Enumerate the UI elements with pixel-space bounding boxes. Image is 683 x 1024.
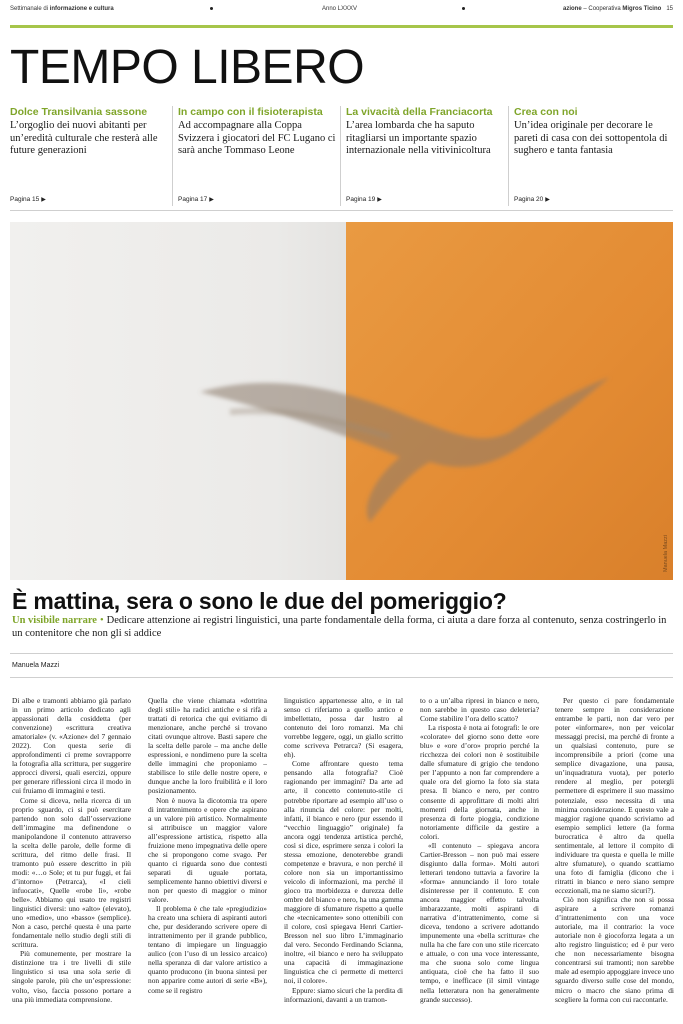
paragraph: linguistico appartenesse alto, e in tal senso ci riferiamo a quello antico e imbellettato, possa dar lustro al contenuto dei loro romanzi. Ma chi vorrebbe leggere, oggi, un giallo scritto come scriveva Petrarca? (Si esagera, eh). [284,696,403,760]
header-dot [210,7,213,10]
paragraph: Più comunemente, per mostrare la distinzione tra i tre livelli di stile linguistico si usa una sola serie di singole parole, più che un’espressione: volto, viso, faccia possono portare a una più immediata comprensione. [12,949,131,1004]
bullet-icon: • [99,615,104,626]
triangle-right-icon: ▶ [377,197,382,203]
paragraph: Per questo ci pare fondamentale tenere sempre in considerazione entrambe le parti, non dar vero per poter «informare», non per veicolar messaggi precisi, ma perché di fronte a un qualsiasi contenuto, pure se incomprensibile a priori (come una semplice divagazione, una pausa, un’inquadratura vuota), per poterlo rendere al meglio, per potergli permettere di esprimere il suo massimo potenziale, esso necessita di una minima considerazione. E questo vale a maggior ragione quando scriviamo ad esempio semplici lettere (la forma burocratica è altro da quella sentimentale, al lettore il compito di individuare tra questa e quella le mille altre sfumature), o quando scattiamo una foto di famiglia (dicono che i ritratti in bianco e nero siano sempre eccezionali, ma ne siamo sicuri?). [555,696,674,895]
running-header [10,6,673,22]
teaser-text: L’area lombarda che ha saputo ritagliarsi un importante spazio internazionale nella vitivinicoltura [346,120,491,156]
article-column [284,696,403,1022]
issue-year: Anno LXXXV [322,6,358,12]
article-headline: È mattina, sera o sono le due del pomeriggio? [12,588,507,614]
publication-tagline: Settimanale di informazione e cultura [10,6,114,12]
paragraph: La risposta è nota ai fotografi: le ore «colorate» del giorno sono dette «ore blu» e «ore d’oro» proprio perché la ricchezza dei colori non è sostituibile dalle sfumature di grigio che tendono per l’appunto a non far comprendere a quale ora del giorno la foto sia stata presa. Il bianco e nero, per contro consente di approfittare di molti altri momenti della giornata, anche in presenza di forte pioggia, condizione notoriamente difficile da gestire a colori. [420,723,539,841]
teaser[interactable] [10,106,168,204]
header-rule [10,25,673,28]
teaser-text: L’orgoglio dei nuovi abitanti per un’eredità culturale che resterà alle future generazioni [10,120,158,156]
section-title: TEMPO LIBERO [10,41,365,94]
article-body [12,696,674,1022]
article-column [555,696,674,1022]
column-divider [340,106,341,206]
teaser-text: Un’idea originale per decorare le pareti di casa con dei sottopentola di sughero e tanta fantasia [514,120,668,156]
teaser-bottom-rule [10,210,673,211]
teaser-page-link[interactable]: Pagina 17 ▶ [178,196,214,203]
author-byline: Manuela Mazzi [12,662,60,669]
article-kicker: Un visibile narrare [12,615,97,626]
byline-rule [10,653,673,654]
teaser[interactable] [178,106,336,204]
column-divider [508,106,509,206]
triangle-right-icon: ▶ [209,197,214,203]
byline-rule [10,677,673,678]
subhead-text: Dedicare attenzione ai registri linguistici, una parte fondamentale della forma, ci aiuta a dare forza al contenuto, senza costringerlo in un contenitore che non gli si addice [12,615,667,639]
paragraph: Di albe e tramonti abbiamo già parlato in un primo articolo dedicato agli appassionati della cosiddetta (per convenzione) «scrittura creativa amatoriale» (v. «Azione» del 7 gennaio 2022). Con questa serie di approfondimenti ci preme sovrapporre la fotografia alla scrittura, per suggerire approcci diversi, quali esercizi, oppure per generare riflessioni circa il modo in cui fruiamo di immagini e testi. [12,696,131,796]
publisher: azione – Cooperativa Migros Ticino 15 [563,6,673,12]
teaser-page-link[interactable]: Pagina 19 ▶ [346,196,382,203]
article-column [420,696,539,1022]
paragraph: Come si diceva, nella ricerca di un proprio sguardo, ci si può esercitare partendo non solo dall’osservazione dell’immagine ma definendone o manipolandone il contenuto attraverso la scelta delle parole, delle forme di scrittura, del ritmo delle frasi. Il tramonto può essere descritto in più modi: «…o Sole; et tu pur fuggi, et fai d’intorno» (Petrarca), «I cieli infuocati», Quelle «robe lì», «robe belle». Abbiamo qui usato tre registri linguistici diversi: uno «alto» (elevato), uno «medio», uno «basso» (semplice). Non a caso, perché questa è una parte fondamentale nello studio degli stili di scrittura. [12,795,131,950]
paragraph: Come affrontare questo tema pensando alla fotografia? Cioè ragionando per immagini? Da arte ad arte, il concetto contenuto-stile ci potrebbe riportare ad esempio all’uso o alla rinuncia del colore: per molti, infatti, il bianco e nero (pur essendo il “vecchio linguaggio” originale) fa ancora oggi tendenza artistica perché, così si dice, esprimere senza i colori la stessa emozione, denoterebbe grandi competenze e bravura, e non perché il colore non sia un importantissimo veicolo di informazioni, ma perché il gioco tra morbidezza e durezza delle ombre del bianco e nero, ha una gamma maggiore di sfumature rispetto a quelle che «tecnicamente» sono ottenibili con il colore, così spiegava Henri Cartier-Bresson nel suo libro L’immaginario dal vero. Secondo Ferdinando Scianna, inoltre, «il bianco e nero ha sviluppato una capacità di immaginazione linguistica che ci permette di metterci noi, il colore». [284,759,403,986]
teaser-text: Ad accompagnare alla Coppa Svizzera i giocatori del FC Lugano ci sarà anche Tommaso Leone [178,120,336,156]
triangle-right-icon: ▶ [41,197,46,203]
teaser-headline: Dolce Transilvania sassone [10,106,148,118]
page-number: 15 [666,6,673,12]
paragraph: Non è nuova la dicotomia tra opere di intrattenimento e opere che aspirano a un valore più artistico. Normalmente si attribuisce un maggior valore all’espressione artistica, rispetto alla fruizione meno impegnativa delle opere che si propongono come svago. Per quanto ci riguarda sono due contesti separati di uguale portata, semplicemente hanno obiettivi diversi e non per questo di maggior o minor valore. [148,795,267,905]
teaser-headline: In campo con il fisioterapista [178,106,323,118]
bird-shadow-photo [10,222,673,580]
column-divider [172,106,173,206]
header-dot [462,7,465,10]
orange-wall [346,222,673,580]
paragraph: Ciò non significa che non si possa aspirare a scrivere romanzi d’intrattenimento con una voce autoriale, ma il contrario: la voce autoriale non è giocoforza legata a un alto registro linguistico; ed è pur vero che non necessariamente bisogna concentrarsi sui tramonti; non sarebbe male ad esempio appoggiare invece uno sguardo diverso sulle cose del mondo, micro o macro che siano prima di scegliere la forma con cui raccontarle. [555,895,674,1004]
paragraph: to o a un’alba ripresi in bianco e nero, non sarebbe in questo caso deleteria? Come stabilire l’ora dello scatto? [420,696,539,724]
teaser[interactable] [514,106,672,204]
article-column [12,696,131,1022]
teaser-headline: La vivacità della Franciacorta [346,106,493,118]
teaser-strip [10,106,675,206]
article-subhead [12,614,672,640]
teaser[interactable] [346,106,504,204]
hero-photo [10,222,673,580]
article-column [148,696,267,1022]
teaser-page-link[interactable]: Pagina 15 ▶ [10,196,46,203]
paragraph: Quella che viene chiamata «dottrina degli stili» ha radici antiche e si rifà a trattati di retorica che qui evitiamo di menzionare, anche perché si trovano citati ovunque altrove. Basti sapere che la scelta delle parole – ma anche delle espressioni, e nondimeno pure la scelta delle immagini che proponiamo – stabilisce lo stile delle nostre opere, e dunque anche la loro fruibilità e il loro posizionamento. [148,696,267,796]
triangle-right-icon: ▶ [545,197,550,203]
teaser-headline: Crea con noi [514,106,578,118]
photo-credit: Manuela Mazzi [663,535,669,572]
paragraph: «Il contenuto – spiegava ancora Cartier-Bresson – non può mai essere disgiunto dalla forma». Molti autori letterari tendono tuttavia a favorire la «forma» annunciando il loro totale disinteresse per il contenuto. E con ancora maggior effetto talvolta imbarazzante, molti aspiranti di narrativa d’intrattenimento, come si diceva, tendono a scrivere adottando impunemente una «bella scrittura» che nulla ha che fare con uno stile ricercato e attuale, o con una voce interessante, ma che suona solo come lingua antiquata, cioè che ha fatto il suo tempo, e inefficace (il simil vintage nella letteratura non ha generalmente grande successo). [420,840,539,1004]
teaser-page-link[interactable]: Pagina 20 ▶ [514,196,550,203]
paragraph: Il problema è che tale «pregiudizio» ha creato una schiera di aspiranti autori che, pur desiderando scrivere opere di intrattenimento per il grande pubblico, tentano di impiegare un linguaggio aulico (con l’uso di un lessico arcaico) nella speranza di dar valore artistico a quanto producono (in buona sintesi per non apparire come autori di serie «B»), come se il registro [148,904,267,995]
paragraph: Eppure: siamo sicuri che la perdita di informazioni, davanti a un tramon- [284,985,403,1004]
